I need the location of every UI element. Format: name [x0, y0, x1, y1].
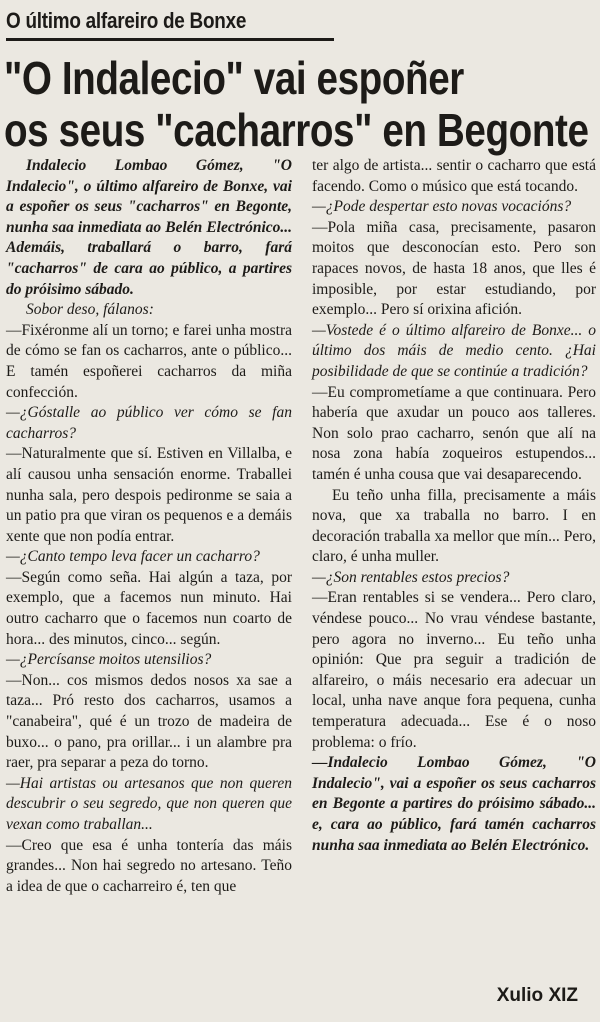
paragraph: —Pola miña casa, precisamente, pasaron moitos que desconocían esto. Pero son rapaces novos, de hasta 18 anos, que lles é imposible, por estar estudiando, por exemplo... Pero sí orixina afición. — [312, 218, 596, 319]
article-column-left — [6, 156, 292, 897]
headline-line-2: os seus "cacharros" en Begonte — [4, 104, 589, 156]
paragraph: —Vostede é o último alfareiro de Bonxe... o último dos máis de medio cento. ¿Hai posibilidade de que se continúe a tradición? — [312, 321, 596, 380]
paragraph: —Creo que esa é unha tontería das máis grandes... Non hai segredo no artesano. Teño a idea de que o cacharreiro é, ten que — [6, 836, 292, 895]
paragraph: —Hai artistas ou artesanos que non queren descubrir o seu segredo, que non queren que vexan como traballan... — [6, 774, 292, 833]
headline-line-1: "O Indalecio" vai espoñer — [4, 52, 464, 104]
paragraph: —Según como seña. Hai algún a taza, por exemplo, que a facemos nun minuto. Hai outro cacharro que o facemos nun coarto de hora... des minutos, cinco... según. — [6, 568, 292, 648]
paragraph: ter algo de artista... sentir o cacharro que está facendo. Como o músico que está tocando. — [312, 157, 596, 195]
headline — [4, 52, 589, 156]
paragraph: Eu teño unha filla, precisamente a máis nova, que xa traballa no barro. I en decoración traballa xa mellor que mín... Pero, claro, é unha muller. — [312, 486, 596, 566]
column-gutter — [300, 156, 301, 1006]
paragraph: Sobor deso, fálanos: — [26, 301, 154, 319]
paragraph: —¿Canto tempo leva facer un cacharro? — [6, 548, 260, 566]
kicker-rule — [6, 38, 334, 41]
paragraph: —¿Son rentables estos precios? — [312, 568, 510, 586]
byline: Xulio XIZ — [496, 985, 578, 1006]
paragraph: —¿Góstalle ao público ver cómo se fan cacharros? — [6, 404, 292, 442]
paragraph: —Indalecio Lombao Gómez, "O Indalecio", vai a espoñer os seus cacharros en Begonte a partires do próisimo sábado... e, cara ao público, fará tamén cacharros nunha saa inmediata ao Belén Electrónico. — [312, 754, 596, 854]
paragraph: —Eran rentables si se vendera... Pero claro, véndese pouco... No vrau véndese bastante, pero agora no inverno... Eu teño unha opinión: Que pra seguir a tradición de alfareiro, o máis necesario era adecuar un local, unha nave anque fora pequena, cunha temperatura adecuada... Ese é o noso problema: o frío. — [312, 589, 596, 751]
paragraph: —¿Pode despertar esto novas vocacións? — [312, 198, 572, 216]
paragraph: —Fixéronme alí un torno; e farei unha mostra de cómo se fan os cacharros, ante o público... E tamén espoñerei cacharros da miña confección. — [6, 321, 292, 401]
article-column-right — [312, 156, 596, 856]
paragraph: Indalecio Lombao Gómez, "O Indalecio", o último alfareiro de Bonxe, vai a espoñer os seus "cacharros" en Begonte, nunha saa inmediata ao Belén Electrónico... Ademáis, traballará o barro, fará "cacharros" de cara ao público, a partires do próisimo sábado. — [6, 157, 292, 298]
paragraph: —¿Percísanse moitos utensilios? — [6, 651, 212, 669]
paragraph: —Naturalmente que sí. Estiven en Villalba, e alí causou unha sensación enorme. Traballei nunha sala, pero despois pedironme se saia a un patio pra que viran os pequenos e a demáis xente que non podía entrar. — [6, 445, 292, 545]
kicker: O último alfareiro de Bonxe — [6, 8, 247, 33]
paragraph: —Eu comprometíame a que continuara. Pero habería que axudar un pouco aos talleres. Non solo prao cacharro, senón que alí na nosa zona había zoqueiros estupendos... tamén é unha cousa que vai desaparecendo. — [312, 383, 596, 483]
paragraph: —Non... cos mismos dedos nosos xa sae a taza... Pró resto dos cacharros, usamos a "canabeira", qué é un trozo de madeira de buxo... o pano, pra orillar... i un alambre pra raer, pra separar a peza do torno. — [6, 671, 292, 772]
